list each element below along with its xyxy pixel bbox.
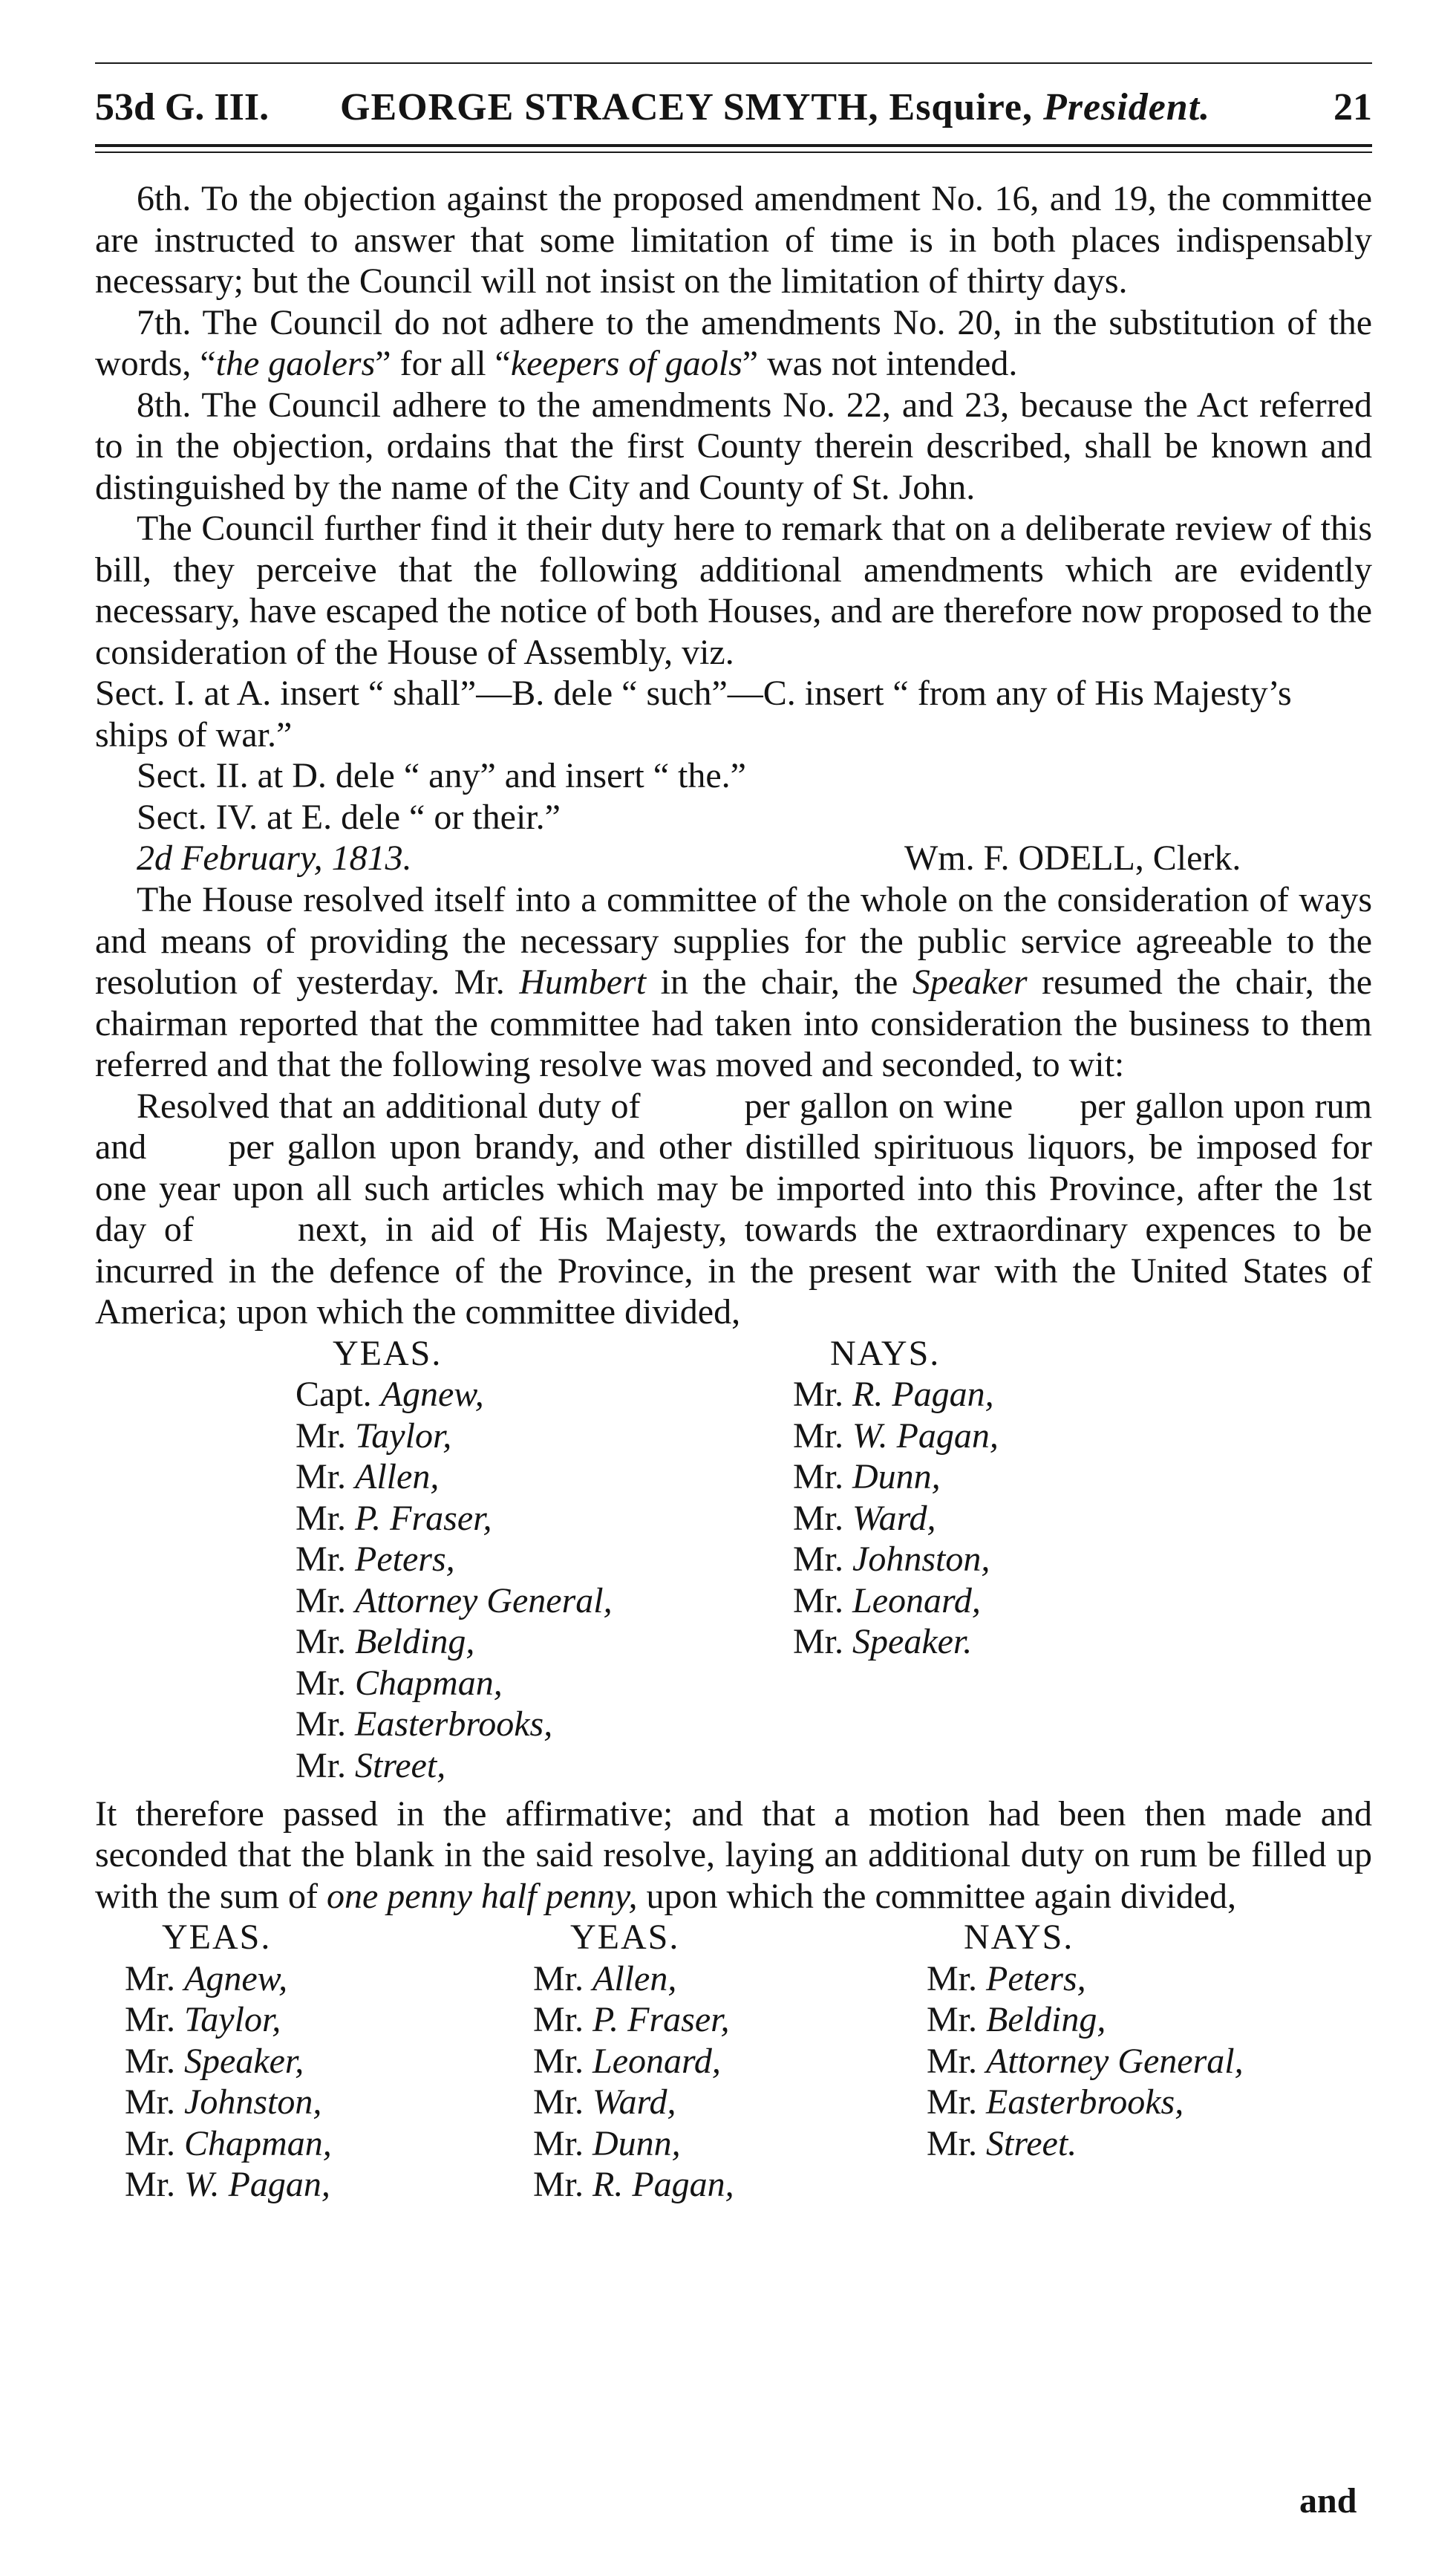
member-name: Johnston, [852,1539,990,1579]
nays-list [793,1374,999,1663]
member-entry [125,2041,332,2082]
member-name: Peters, [986,1958,1086,1998]
paragraph-6th: 6th. To the objection against the proposed amendment No. 16, and 19, the committee are instructed to answer that some limitation of time is in both places indispensably necessary; but the Council will not insist on the limitation of thirty days. [95,179,1372,301]
member-name: Dunn, [592,2123,681,2163]
house-text-c: in the chair, the [646,962,913,1002]
resolved-text-a: Resolved that an additional duty of [137,1086,641,1126]
passed-text-c: upon which the committee again divided, [637,1876,1236,1916]
resolved-text-b: per gallon on wine [744,1086,1013,1126]
division-1 [95,1333,1372,1793]
member-entry [296,1663,613,1704]
member-name: Easterbrooks, [986,2082,1184,2122]
header-esquire: Esquire, [889,86,1033,128]
nays-heading: NAYS. [964,1918,1074,1957]
member-entry [533,2082,734,2123]
member-entry [296,1374,613,1415]
member-entry [125,2164,332,2206]
running-header [95,74,1372,141]
page-number: 21 [1333,86,1372,128]
section-1-amendment: Sect. I. at A. insert “ shall”—B. dele “ such”—C. insert “ from any of His Majesty’s ships of war.” [95,674,1292,755]
member-name: Agnew, [184,1958,288,1998]
member-title: Mr. [296,1457,347,1496]
header-rule-thin [95,151,1372,153]
paragraph-7th [95,302,1372,385]
passed-text-a: It therefore passed in the affirmative; and that a motion had been then made and seconded that the blank in the said resolve, laying an additional duty on rum be filled up with the sum of [95,1793,1372,1916]
member-entry [125,1958,332,2000]
regnal-year: 53d G. III. [95,86,270,128]
member-name: Ward, [592,2082,676,2122]
signature-line [95,838,1372,879]
member-name: Street. [986,2123,1077,2163]
division-2-col-2 [533,1917,734,2206]
yeas-heading: YEAS. [162,1918,272,1957]
member-name: R. Pagan, [592,2165,734,2204]
member-entry [927,2082,1244,2123]
member-title: Mr. [927,2123,978,2163]
member-entry [793,1621,999,1663]
member-entry [296,1539,613,1580]
member-entry [296,1498,613,1539]
member-name: Leonard, [592,2041,721,2081]
member-title: Mr. [296,1663,347,1703]
member-name: P. Fraser, [592,2000,730,2039]
header-title [340,74,1210,141]
member-entry [793,1415,999,1457]
p7-text-e: ” was not intended. [742,344,1018,383]
member-entry [533,2041,734,2082]
member-name: R. Pagan, [852,1375,994,1414]
member-entry [927,2123,1244,2165]
member-title: Mr. [296,1704,347,1744]
member-entry [793,1374,999,1415]
division-1-nays [793,1333,999,1663]
member-entry [533,1958,734,2000]
yeas-list [533,1958,734,2206]
resolved-text-e: next, in aid of His Majesty, towards the extraordinary expences to be incurred in the defence of the Province, in the present war with the United States of America; upon which the committee divided, [95,1210,1372,1332]
member-name: Ward, [852,1498,936,1538]
catchword: and [1299,2481,1357,2521]
member-entry [125,2082,332,2123]
member-entry [125,2123,332,2165]
member-name: Attorney General, [355,1580,613,1620]
yeas-list [296,1374,613,1786]
member-entry [533,1999,734,2041]
paragraph-passed [95,1793,1372,1918]
member-title: Mr. [533,2000,584,2039]
member-title: Mr. [793,1415,844,1456]
p7-quote-keepers: keepers of gaols [510,344,742,383]
member-title: Mr. [927,2082,978,2122]
member-title: Mr. [296,1498,347,1538]
member-entry [296,1621,613,1663]
member-name: Easterbrooks, [355,1704,553,1744]
member-title: Mr. [125,2123,176,2163]
member-entry [296,1704,613,1745]
member-name: Allen, [355,1457,440,1496]
member-title: Mr. [296,1622,347,1661]
header-rule [95,144,1372,147]
member-entry [296,1580,613,1622]
header-role: President. [1042,86,1211,128]
member-title: Mr. [793,1375,844,1414]
member-title: Mr. [125,1958,176,1998]
member-entry [296,1456,613,1498]
member-title: Mr. [793,1622,844,1661]
member-name: Chapman, [355,1663,503,1703]
member-name: W. Pagan, [184,2165,330,2204]
member-title: Mr. [296,1415,347,1456]
member-title: Capt. [296,1375,372,1414]
member-name: Taylor, [184,2000,281,2039]
member-entry [296,1415,613,1457]
paragraph-resolved [95,1086,1372,1333]
member-entry [533,2164,734,2206]
top-rule [95,62,1372,64]
nays-list [927,1958,1244,2165]
date-line: 2d February, 1813. [137,838,412,878]
member-name: Speaker. [852,1622,973,1661]
division-2-col-3 [927,1917,1244,2164]
paragraph-8th: 8th. The Council adhere to the amendments No. 22, and 23, because the Act referred to in the objection, ordains that the first County therein described, shall be known and distinguished by the name of the City and County of St. John. [95,385,1372,507]
member-title: Mr. [927,2000,978,2039]
section-4-amendment: Sect. IV. at E. dele “ or their.” [137,797,561,837]
member-title: Mr. [533,2082,584,2122]
member-entry [533,2123,734,2165]
member-title: Mr. [793,1457,844,1496]
yeas-heading: YEAS. [570,1918,680,1957]
clerk-signature: Wm. F. ODELL, Clerk. [904,838,1241,878]
member-name: Johnston, [184,2082,322,2122]
member-title: Mr. [793,1580,844,1620]
member-title: Mr. [125,2165,176,2204]
house-name-speaker: Speaker [912,962,1028,1002]
member-entry [927,1958,1244,2000]
member-title: Mr. [533,2123,584,2163]
member-name: Chapman, [184,2123,332,2163]
page-body [95,178,1372,2214]
member-name: Attorney General, [986,2041,1244,2081]
member-title: Mr. [793,1539,844,1579]
member-entry [927,2041,1244,2082]
member-name: Belding, [986,2000,1106,2039]
p7-quote-gaolers: the gaolers [215,344,376,383]
member-name: Speaker, [184,2041,304,2081]
p7-text-a: 7th. The Council do not adhere to the amendments No. 20, in the substitution of the words, “ [95,302,1372,383]
header-name: GEORGE STRACEY SMYTH, [340,86,879,128]
member-entry [793,1456,999,1498]
yeas-heading: YEAS. [333,1333,443,1373]
member-name: Peters, [355,1539,455,1579]
member-name: Leonard, [852,1580,981,1620]
member-title: Mr. [296,1745,347,1785]
member-entry [793,1498,999,1539]
nays-heading: NAYS. [830,1333,941,1373]
p7-text-c: ” for all “ [375,344,511,383]
member-entry [793,1580,999,1622]
house-name-humbert: Humbert [519,962,647,1002]
member-entry [296,1745,613,1787]
member-name: Dunn, [852,1457,941,1496]
member-title: Mr. [927,1958,978,1998]
member-name: Allen, [592,1958,677,1998]
division-1-yeas [296,1333,613,1787]
member-name: W. Pagan, [852,1415,999,1456]
division-2-col-1 [125,1917,332,2206]
house-text-e: resumed the chair, the chairman reported that the committee had taken into consideration the business to them referred and that the following resolve was moved and seconded, to wit: [95,962,1372,1084]
member-name: Agnew, [380,1375,484,1414]
passed-sum: one penny half penny, [326,1876,638,1916]
member-name: P. Fraser, [355,1498,492,1538]
house-text-a: The House resolved itself into a committee of the whole on the consideration of ways and means of providing the necessary supplies for the public service agreeable to the resolution of yesterday. Mr. [95,880,1372,1002]
member-title: Mr. [296,1580,347,1620]
member-title: Mr. [296,1539,347,1579]
member-name: Taylor, [355,1415,452,1456]
member-title: Mr. [533,2041,584,2081]
division-2 [95,1917,1372,2214]
member-entry [793,1539,999,1580]
resolved-text-d: per gallon upon brandy, and other distilled spirituous liquors, be imposed for one year upon all such articles which may be imported into this Province, after the 1st day of [95,1127,1372,1249]
paragraph-council: The Council further find it their duty here to remark that on a deliberate review of this bill, they perceive that the following additional amendments which are evidently necessary, have escaped the notice of both Houses, and are therefore now proposed to the consideration of the House of Assembly, viz. [95,509,1372,672]
resolved-text-c: per gallon upon rum and [95,1086,1372,1167]
yeas-list [125,1958,332,2206]
member-name: Street, [355,1745,446,1785]
member-title: Mr. [793,1498,844,1538]
member-title: Mr. [927,2041,978,2081]
member-title: Mr. [533,1958,584,1998]
member-title: Mr. [125,2000,176,2039]
member-entry [125,1999,332,2041]
paragraph-house-committee [95,879,1372,1086]
section-2-amendment: Sect. II. at D. dele “ any” and insert “ the.” [137,756,746,795]
member-title: Mr. [125,2082,176,2122]
member-entry [927,1999,1244,2041]
member-title: Mr. [533,2165,584,2204]
member-name: Belding, [355,1622,475,1661]
member-title: Mr. [125,2041,176,2081]
